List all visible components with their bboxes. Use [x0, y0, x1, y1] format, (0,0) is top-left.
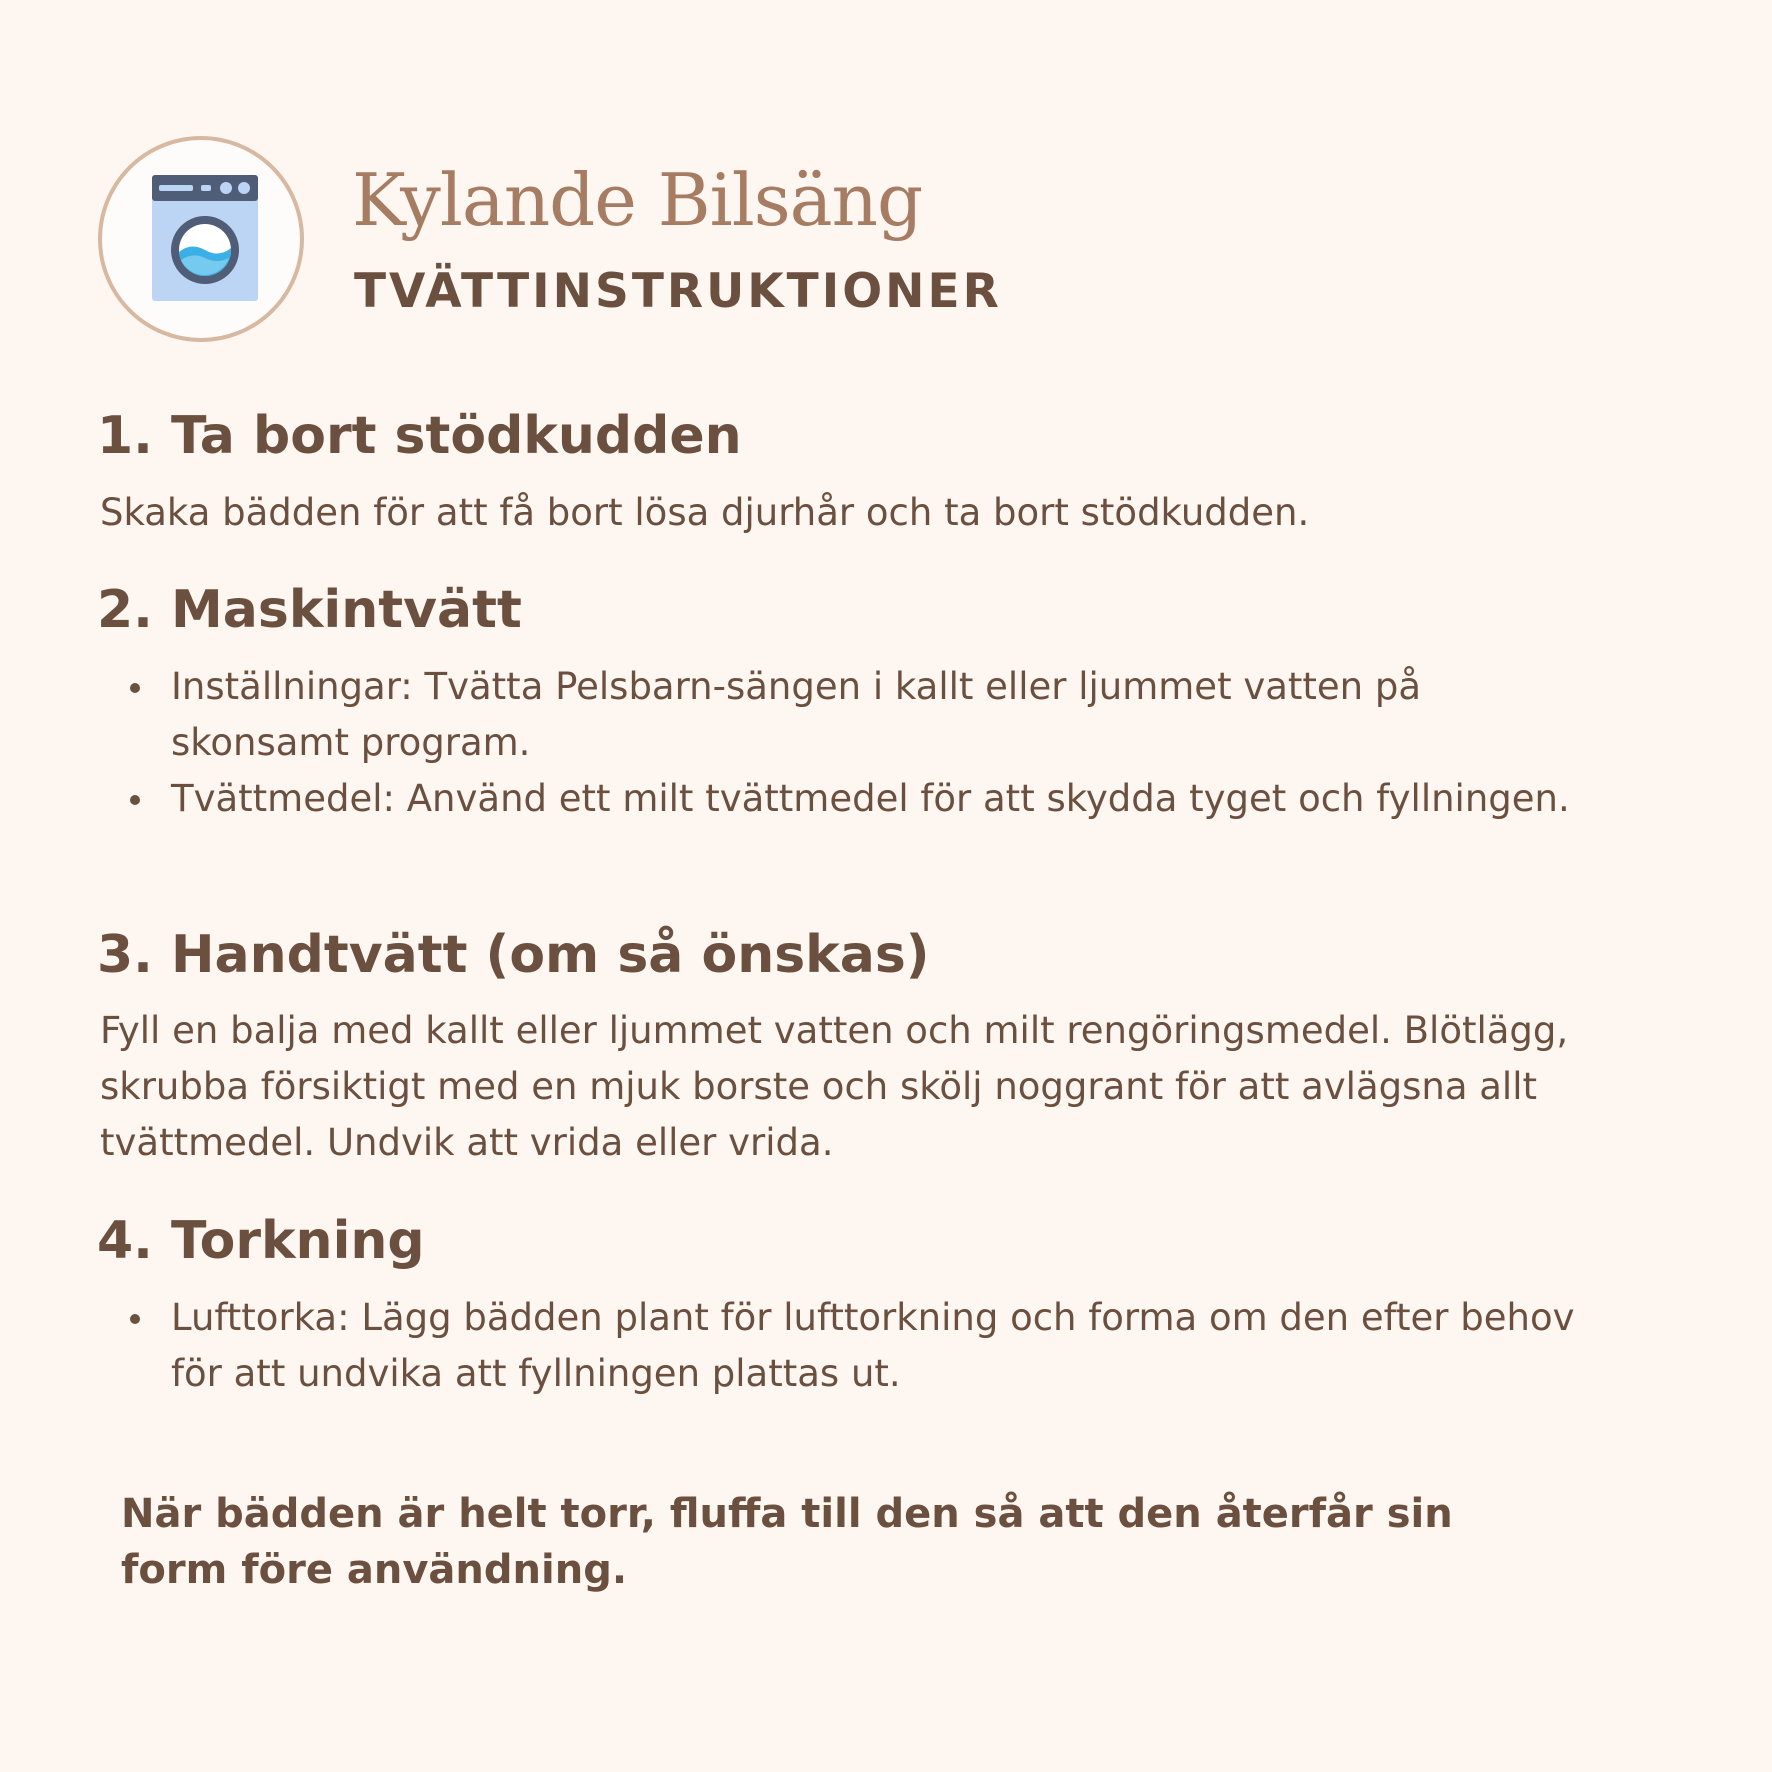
- list-item: Inställningar: Tvätta Pelsbarn-sängen i kallt eller ljummet vatten på skonsamt program.: [97, 659, 1577, 771]
- section-text-remove-cushion: Skaka bädden för att få bort lösa djurhår och ta bort stödkudden.: [100, 491, 1310, 534]
- bullet-icon: [130, 795, 140, 805]
- header: [98, 136, 1598, 348]
- section-text-hand-wash: Fyll en balja med kallt eller ljummet vatten och milt rengöringsmedel. Blötlägg, skrubba försiktigt med en mjuk borste och skölj noggrant för att avlägsna allt tvättmedel. Undvik att vrida eller vrida.: [100, 1009, 1569, 1164]
- section-heading-hand-wash: 3. Handtvätt (om så önskas): [97, 925, 930, 985]
- machine-wash-list: [97, 659, 1577, 827]
- bullet-icon: [130, 683, 140, 693]
- section-heading-remove-cushion: 1. Ta bort stödkudden: [97, 406, 742, 466]
- closing-note: När bädden är helt torr, fluffa till den så att den återfår sin form före användning.: [121, 1491, 1453, 1593]
- logo-badge: [98, 136, 304, 342]
- section-heading-machine-wash: 2. Maskintvätt: [97, 580, 522, 640]
- list-item: Tvättmedel: Använd ett milt tvättmedel för att skydda tyget och fyllningen.: [97, 771, 1577, 827]
- washing-machine-icon: [151, 174, 259, 302]
- product-title: Kylande Bilsäng: [352, 158, 923, 242]
- list-item: Lufttorka: Lägg bädden plant för lufttorkning och forma om den efter behov för att undvika att fyllningen plattas ut.: [97, 1290, 1577, 1402]
- page-subtitle: TVÄTTINSTRUKTIONER: [354, 264, 1002, 319]
- drying-list: [97, 1290, 1577, 1402]
- section-heading-drying: 4. Torkning: [97, 1211, 425, 1271]
- bullet-icon: [130, 1314, 140, 1324]
